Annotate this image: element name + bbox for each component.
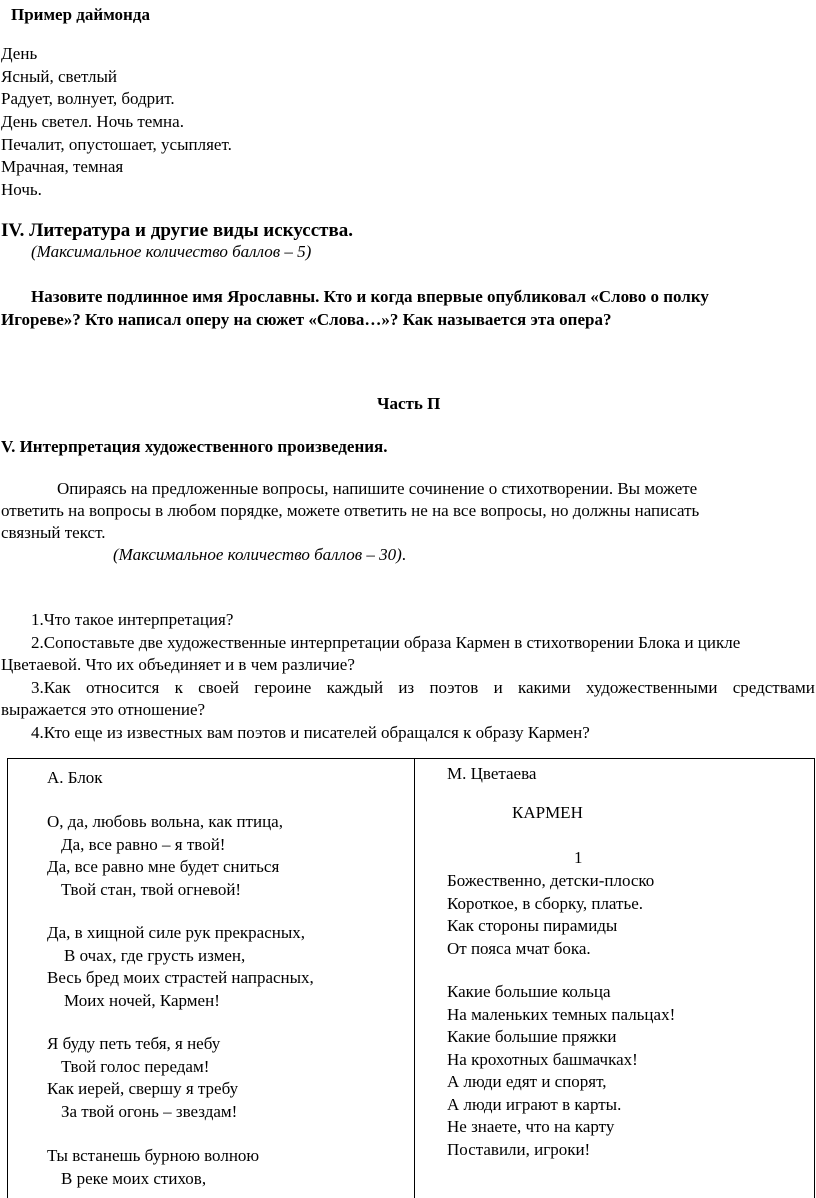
poem-line: В очах, где грусть измен,: [64, 945, 246, 965]
section-5-points: [113, 544, 406, 566]
poem-line: Твой голос передам!: [61, 1056, 210, 1076]
q3-word: из: [398, 678, 415, 697]
diamond-line: Ночь.: [1, 180, 42, 200]
poem-line: Божественно, детски-плоско: [447, 871, 655, 890]
blok-author: А. Блок: [47, 768, 103, 787]
poem-part-number: 1: [574, 848, 583, 867]
q3-word: поэтов: [429, 678, 479, 697]
diamond-line: День: [1, 44, 38, 63]
poem-line: Как иерей, свершу я требу: [47, 1079, 239, 1098]
poem-line: Твой стан, твой огневой!: [61, 879, 242, 899]
section-5-points-text: (Максимальное количество баллов – 30): [113, 545, 402, 564]
diamond-line: День светел. Ночь темна.: [1, 112, 184, 132]
q3-word: относится: [85, 678, 160, 697]
q3-word: своей: [198, 678, 239, 697]
diamond-poem: [1, 43, 232, 202]
poem-line: Да, в хищной силе рук прекрасных,: [47, 923, 306, 942]
diamond-line: Радует, волнует, бодрит.: [1, 89, 175, 109]
intro-line3: связный текст.: [1, 523, 106, 542]
question-3-line1: [31, 677, 815, 699]
section-5-points-dot: .: [401, 545, 406, 564]
section-4-heading: IV. Литература и другие виды искусства.: [1, 220, 353, 241]
tsvetaeva-stanza-2: [447, 981, 675, 1161]
blok-stanza-2: [47, 922, 314, 1012]
poem-line: Да, все равно – я твой!: [61, 834, 226, 854]
question-2-line2: Цветаевой. Что их объединяет и в чем различие?: [1, 655, 355, 674]
intro-line2: ответить на вопросы в любом порядке, можете ответить не на все вопросы, но должны написать: [1, 501, 700, 520]
poem-line: Да, все равно мне будет сниться: [47, 857, 280, 876]
section-4-question-line1: Назовите подлинное имя Ярославны. Кто и когда впервые опубликовал «Слово о полку: [31, 287, 709, 306]
blok-stanza-3: [47, 1033, 238, 1123]
question-3-line2: выражается это отношение?: [1, 700, 206, 719]
tsvetaeva-stanza-1: [447, 870, 654, 960]
poem-line: О, да, любовь вольна, как птица,: [47, 812, 283, 831]
poem-line: От пояса мчат бока.: [447, 938, 591, 958]
poem-line: На маленьких темных пальцах!: [447, 1004, 676, 1024]
poem-line: За твой огонь – звездам!: [61, 1101, 238, 1121]
question-4: 4.Кто еще из известных вам поэтов и писателей обращался к образу Кармен?: [31, 723, 590, 742]
poem-line: Весь бред моих страстей напрасных,: [47, 968, 314, 987]
poem-line: Моих ночей, Кармен!: [64, 990, 220, 1010]
poem-line: Ты встанешь бурною волною: [47, 1146, 260, 1165]
q3-word: героине: [254, 678, 312, 697]
tsvetaeva-author: М. Цветаева: [447, 764, 537, 783]
poem-line: Не знаете, что на карту: [447, 1117, 615, 1136]
q3-word: средствами: [732, 678, 815, 697]
poem-line: Короткое, в сборку, платье.: [447, 893, 644, 913]
poems-table-divider: [414, 758, 415, 1198]
poem-title: КАРМЕН: [512, 803, 583, 822]
q3-word: к: [174, 678, 183, 697]
poem-line: Поставили, игроки!: [447, 1139, 591, 1159]
question-1: 1.Что такое интерпретация?: [31, 610, 234, 629]
q3-word: какими: [517, 678, 571, 697]
q3-word: художественными: [586, 678, 718, 697]
blok-stanza-1: [47, 811, 283, 901]
diamond-title: Пример даймонда: [11, 5, 150, 24]
poem-line: Как стороны пирамиды: [447, 916, 618, 935]
section-4-points: (Максимальное количество баллов – 5): [31, 242, 312, 261]
poem-line: А люди играют в карты.: [447, 1094, 622, 1114]
intro-line1: Опираясь на предложенные вопросы, напишите сочинение о стихотворении. Вы можете: [57, 479, 698, 498]
diamond-line: Печалит, опустошает, усыпляет.: [1, 134, 232, 154]
question-2-line1: 2.Сопоставьте две художественные интерпретации образа Кармен в стихотворении Блока и цикле: [31, 633, 741, 652]
poem-line: Я буду петь тебя, я небу: [47, 1034, 221, 1053]
section-4-question-line2: Игореве»? Кто написал оперу на сюжет «Слова…»? Как называется эта опера?: [1, 310, 612, 329]
poem-line: На крохотных башмачках!: [447, 1049, 638, 1069]
q3-word: и: [493, 678, 503, 697]
poem-line: В реке моих стихов,: [61, 1168, 207, 1188]
poem-line: Какие большие пряжки: [447, 1027, 617, 1046]
part-2-heading: Часть П: [377, 394, 441, 413]
blok-stanza-4: [47, 1145, 259, 1190]
poem-line: А люди едят и спорят,: [447, 1072, 607, 1091]
diamond-line: Ясный, светлый: [1, 66, 118, 86]
section-5-heading: V. Интерпретация художественного произведения.: [1, 437, 388, 456]
q3-word: каждый: [326, 678, 384, 697]
diamond-line: Мрачная, темная: [1, 157, 124, 177]
poem-line: Какие большие кольца: [447, 982, 611, 1001]
q3-word: 3.Как: [31, 678, 71, 697]
